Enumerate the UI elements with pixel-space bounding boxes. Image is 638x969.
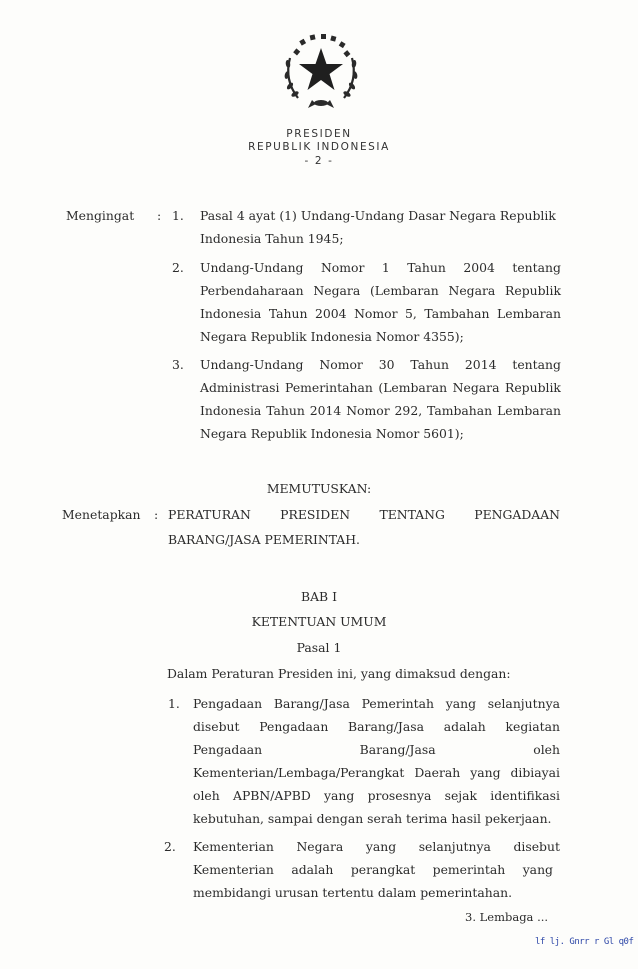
word: kegiatan (505, 719, 560, 734)
word: Tambahan (427, 403, 493, 418)
word: yang (470, 765, 501, 780)
mengingat-item-1-line-1: Pasal 4 ayat (1) Undang-Undang Dasar Negara Republik (200, 208, 556, 223)
word: 1 (381, 260, 390, 275)
page-number: - 2 - (304, 155, 334, 167)
word: Pemerintahan (285, 380, 373, 395)
garuda-star-emblem-icon (278, 28, 364, 114)
word: Pemerintah (361, 696, 434, 711)
word: perangkat (350, 862, 416, 877)
word: Daerah (414, 765, 461, 780)
word: Kementerian (193, 862, 274, 877)
mengingat-item-3-number: 3. (172, 357, 184, 372)
word: Pengadaan (259, 719, 329, 734)
word: PRESIDEN (280, 507, 351, 522)
word: Nomor (320, 260, 365, 275)
mengingat-item-2-line-1 (200, 260, 561, 275)
word: PERATURAN (168, 507, 251, 522)
pasal-heading: Pasal 1 (296, 640, 342, 655)
definition-1-line-5 (193, 788, 560, 803)
word: (Lembaran (369, 283, 439, 298)
mengingat-item-2-line-4: Negara Republik Indonesia Nomor 4355); (200, 329, 464, 344)
mengingat-item-3-line-2 (200, 380, 561, 395)
word: sejak (444, 788, 478, 803)
mengingat-item-1-line-2: Indonesia Tahun 1945; (200, 231, 344, 246)
word: Tahun (268, 306, 308, 321)
header-presiden: PRESIDEN (286, 128, 352, 140)
scan-code: lf lj. Gnrr r Gl q0f (535, 937, 634, 947)
word: dibiayai (510, 765, 560, 780)
word: Indonesia (200, 306, 262, 321)
word: Negara (452, 380, 500, 395)
word: TENTANG (379, 507, 445, 522)
word: Pengadaan (193, 696, 263, 711)
word: Indonesia (200, 403, 262, 418)
word: disebut (193, 719, 240, 734)
word: oleh (193, 788, 220, 803)
word: Kementerian (193, 839, 274, 854)
word: selanjutnya (418, 839, 491, 854)
definition-1-number: 1. (168, 696, 180, 711)
definition-1-line-1 (193, 696, 560, 711)
word: prosesnya (367, 788, 432, 803)
definition-1-line-3 (193, 742, 560, 757)
word: APBN/APBD (233, 788, 311, 803)
mengingat-item-2-number: 2. (172, 260, 184, 275)
definition-1-line-4 (193, 765, 560, 780)
word: (Lembaran (378, 380, 448, 395)
word: 5, (405, 306, 417, 321)
word: Negara (313, 283, 361, 298)
definition-1-line-6: kebutuhan, sampai dengan serah terima hasil pekerjaan. (193, 811, 552, 826)
word: 2004 (315, 306, 347, 321)
word: Perbendaharaan (200, 283, 304, 298)
word: yang (445, 696, 477, 711)
word: Tahun (407, 260, 446, 275)
word: Barang/Jasa (273, 696, 350, 711)
word: selanjutnya (487, 696, 560, 711)
word: Negara (448, 283, 496, 298)
mengingat-item-3-line-3 (200, 403, 561, 418)
word: identifikasi (490, 788, 560, 803)
definitions-intro: Dalam Peraturan Presiden ini, yang dimaksud dengan: (167, 666, 511, 681)
word: Kementerian/Lembaga/Perangkat (193, 765, 405, 780)
word: Tahun (410, 357, 450, 372)
word: Undang-Undang (200, 357, 304, 372)
word: 2014 (309, 403, 342, 418)
mengingat-label: Mengingat (66, 208, 135, 223)
next-page-reference: 3. Lembaga ... (465, 910, 549, 924)
word: Nomor (354, 306, 398, 321)
mengingat-item-3-line-1 (200, 357, 561, 372)
word: tentang (512, 260, 561, 275)
word: Nomor (346, 403, 390, 418)
definition-2-line-2 (193, 862, 553, 877)
word: Republik (505, 283, 561, 298)
word: yang (365, 839, 397, 854)
menetapkan-label: Menetapkan (62, 507, 141, 522)
word: Republik (505, 380, 561, 395)
menetapkan-line-2: BARANG/JASA PEMERINTAH. (168, 532, 360, 547)
definition-2-number: 2. (164, 839, 176, 854)
word: 2004 (463, 260, 495, 275)
menetapkan-colon: : (154, 507, 159, 522)
word: Barang/Jasa (348, 719, 425, 734)
word: adalah (291, 862, 334, 877)
word: yang (522, 862, 553, 877)
word: Barang/Jasa (359, 742, 436, 757)
word: Negara (296, 839, 344, 854)
word: oleh (533, 742, 560, 757)
word: disebut (513, 839, 560, 854)
bab-heading: BAB I (301, 589, 337, 604)
word: yang (324, 788, 355, 803)
definition-2-line-3: membidangi urusan tertentu dalam pemerintahan. (193, 885, 513, 900)
mengingat-colon: : (157, 208, 162, 223)
mengingat-item-3-line-4: Negara Republik Indonesia Nomor 5601); (200, 426, 464, 441)
mengingat-item-1-number: 1. (172, 208, 184, 223)
word: Pengadaan (193, 742, 263, 757)
word: Tahun (266, 403, 305, 418)
word: 30 (378, 357, 395, 372)
word: Administrasi (200, 380, 280, 395)
word: Undang-Undang (200, 260, 304, 275)
memutuskan-heading: MEMUTUSKAN: (266, 481, 372, 496)
mengingat-item-2-line-2 (200, 283, 561, 298)
word: tentang (512, 357, 561, 372)
menetapkan-line-1 (168, 507, 560, 522)
word: Tambahan (424, 306, 490, 321)
header-republik-indonesia: REPUBLIK INDONESIA (248, 141, 390, 153)
word: 2014 (464, 357, 497, 372)
word: PENGADAAN (474, 507, 560, 522)
bab-title: KETENTUAN UMUM (251, 614, 387, 629)
word: pemerintah (432, 862, 506, 877)
definition-2-line-1 (193, 839, 560, 854)
word: adalah (443, 719, 486, 734)
word: Lembaran (497, 306, 561, 321)
word: Lembaran (497, 403, 561, 418)
definition-1-line-2 (193, 719, 560, 734)
mengingat-item-2-line-3 (200, 306, 561, 321)
word: 292, (394, 403, 423, 418)
word: Nomor (319, 357, 363, 372)
